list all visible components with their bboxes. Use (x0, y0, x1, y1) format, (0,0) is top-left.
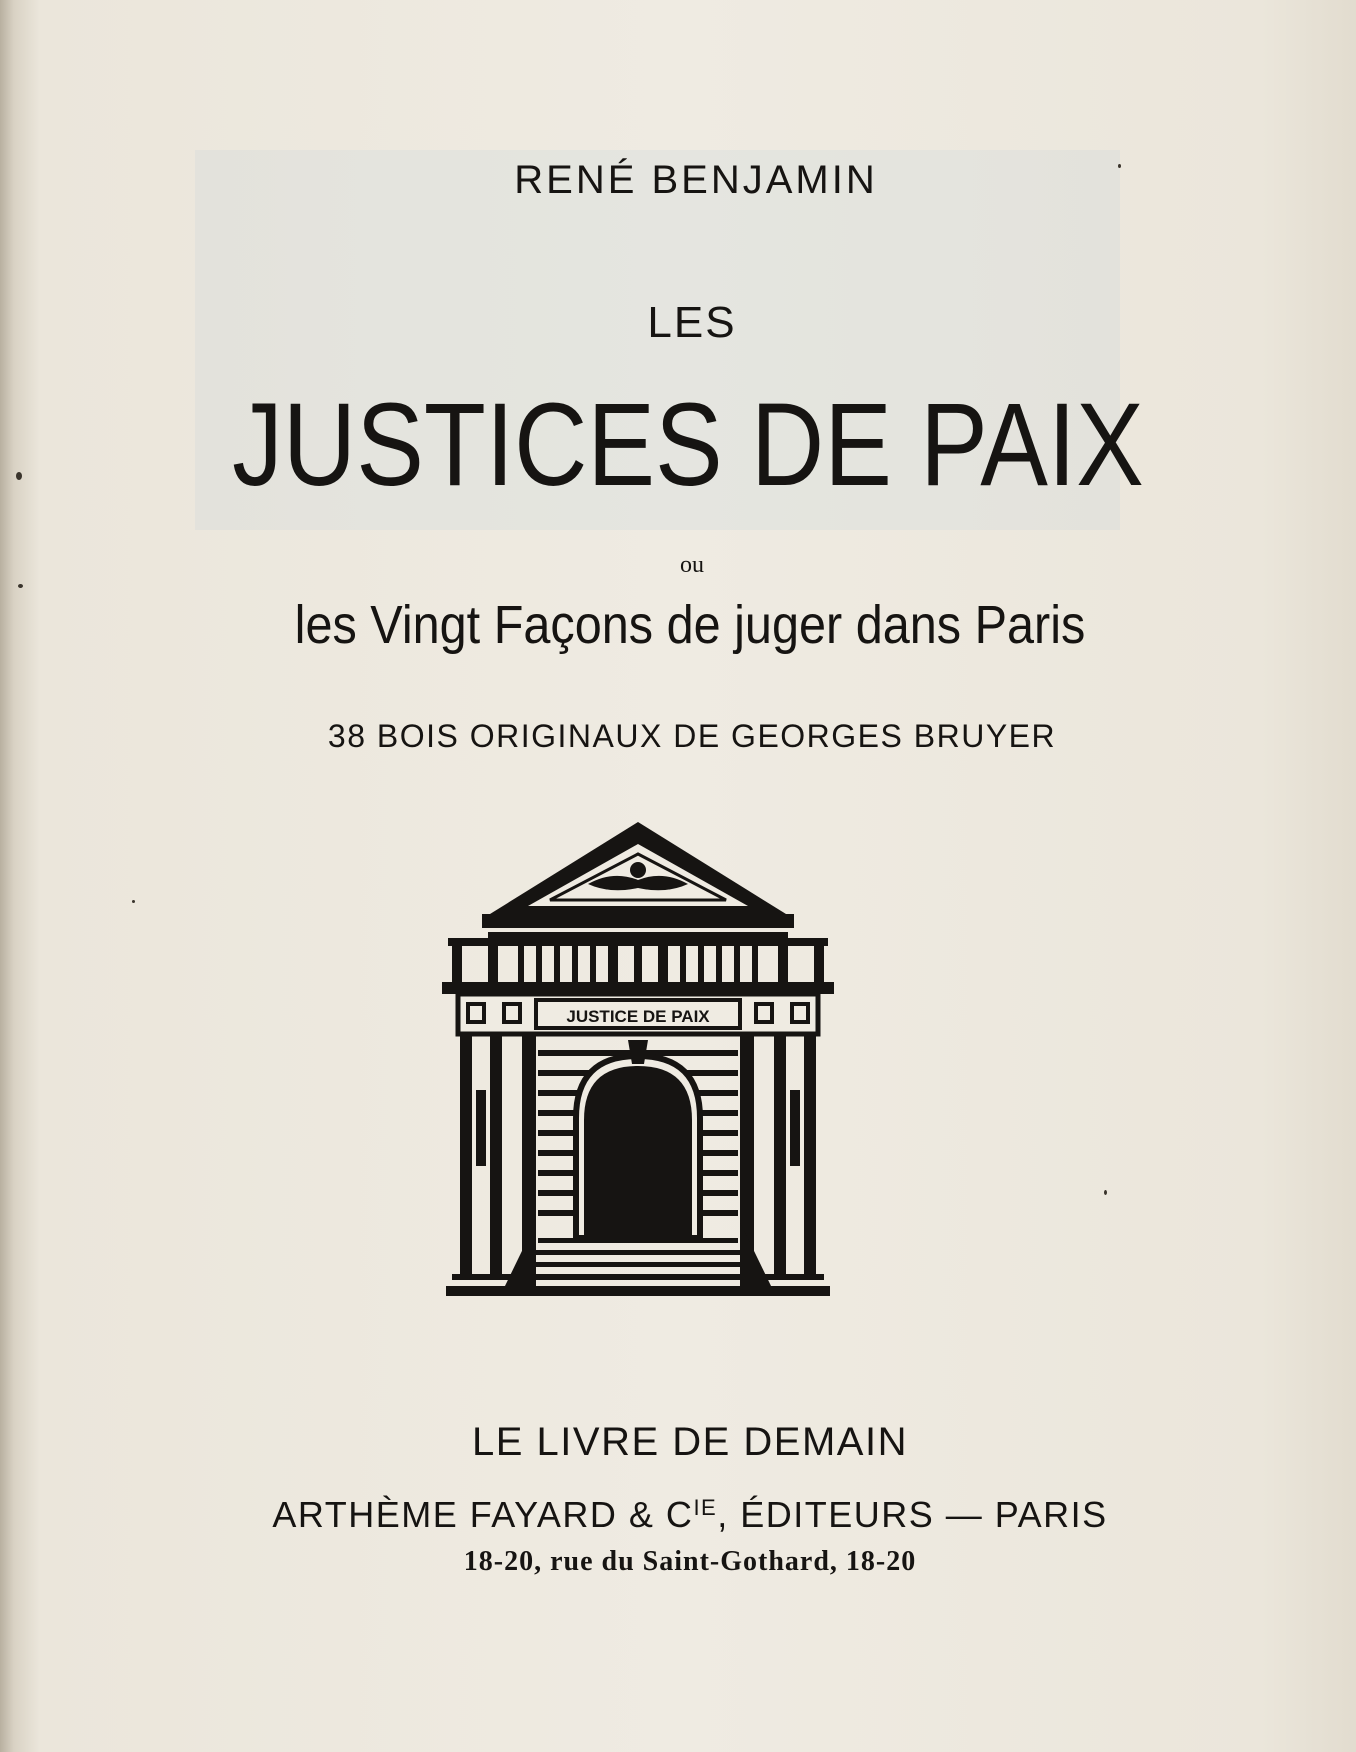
publisher-tail: , ÉDITEURS — PARIS (717, 1494, 1108, 1535)
illustrations-credit: 38 BOIS ORIGINAUX DE GEORGES BRUYER (327, 718, 1057, 754)
publisher-address: 18-20, rue du Saint-Gothard, 18-20 (463, 1546, 917, 1577)
woodcut-signboard: JUSTICE DE PAIX (566, 1007, 710, 1026)
book-title: JUSTICES DE PAIX (232, 379, 1144, 511)
book-subtitle: les Vingt Façons de juger dans Paris (294, 595, 1086, 655)
publisher-superscript: IE (693, 1495, 718, 1520)
author-name: RENÉ BENJAMIN (514, 158, 878, 202)
title-article: LES (647, 298, 737, 347)
title-conjunction: ou (680, 552, 704, 578)
publisher-imprint (12, 1494, 1356, 1536)
publisher-name: ARTHÈME FAYARD & C (272, 1494, 694, 1535)
paper-speck (18, 584, 23, 588)
paper-speck (132, 900, 135, 903)
courthouse-woodcut-icon (438, 818, 838, 1300)
paper-speck (16, 472, 22, 480)
series-name: LE LIVRE DE DEMAIN (471, 1420, 908, 1464)
paper-speck (1104, 1190, 1107, 1195)
paper-speck (1118, 164, 1121, 168)
